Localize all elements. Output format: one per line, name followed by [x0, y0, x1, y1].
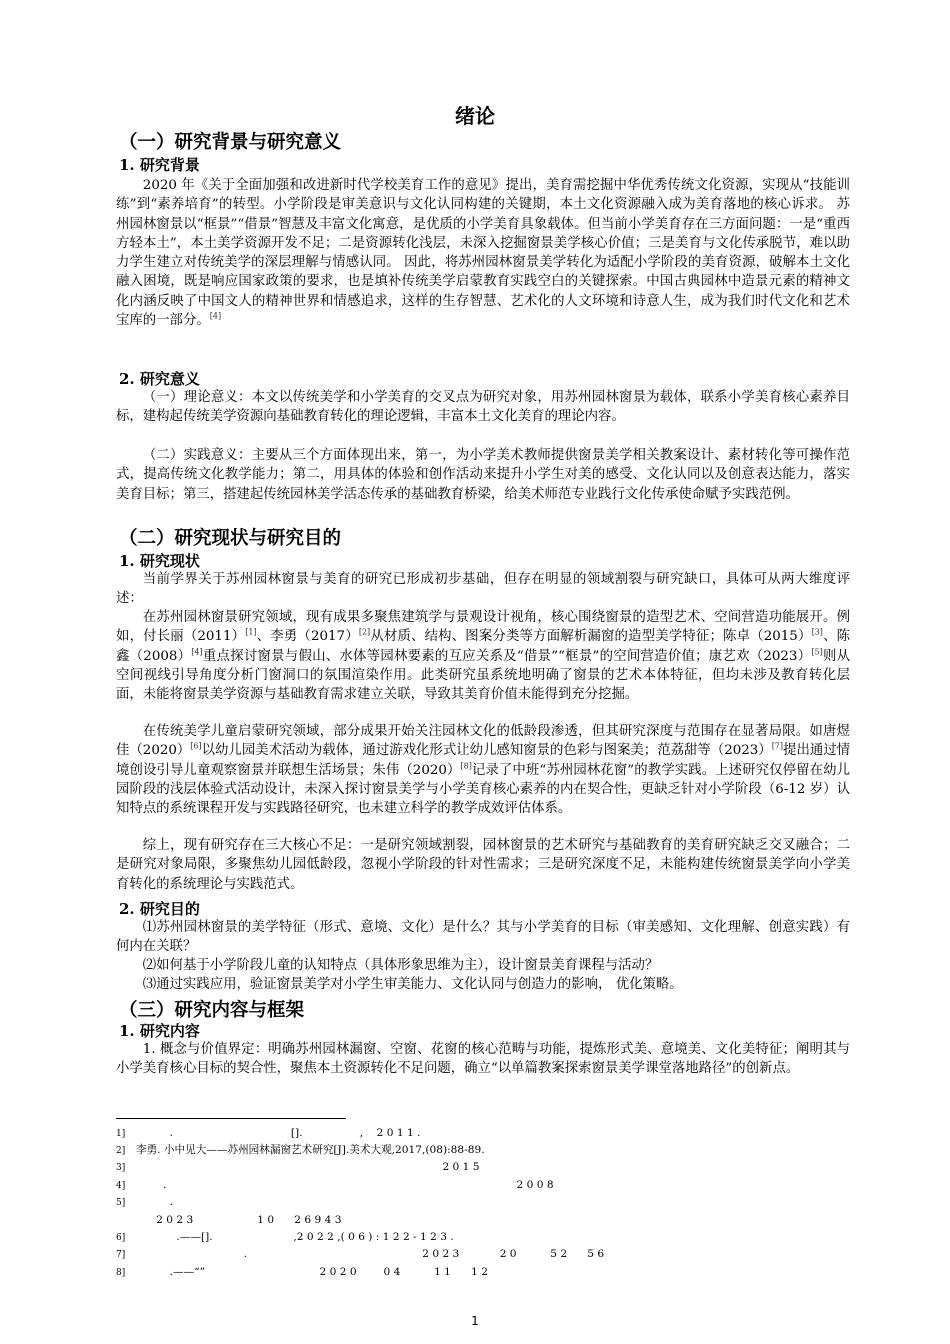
citation-ref[interactable]: [1] [245, 627, 257, 637]
research-question-3: ⑶通过实践应用，验证窗景美学对小学生审美能力、文化认同与创造力的影响， 优化策略。 [142, 977, 683, 992]
paragraph-garden-research [116, 608, 850, 704]
footnote-text: 2 0 1 5 [136, 1161, 480, 1173]
footnote-divider [116, 1118, 346, 1119]
page-title: 绪论 [455, 104, 495, 128]
page-number: 1 [471, 1314, 479, 1328]
footnote [116, 1248, 856, 1262]
paragraph-content-1: 1. 概念与价值界定：明确苏州园林漏窗、空窗、花窗的核心范畴与功能，提炼形式美、意境美、文化美特征；阐明其与小学美育核心目标的契合性，聚焦本土资源转化不足问题，确立“以单篇教案探索窗景美学课堂落地路径”的创新点。 [116, 1042, 850, 1077]
paragraph-text: 提出通过情境创设引导儿童观察窗景并联想生活场景；朱伟（2020） [116, 743, 851, 778]
footnote [116, 1179, 856, 1193]
subsection-heading-purpose: 2. 研究目的 [119, 900, 200, 918]
paragraph-children-research [116, 722, 850, 818]
citation-ref[interactable]: [7] [771, 741, 784, 751]
citation-ref[interactable]: [3] [811, 627, 823, 637]
subsection-heading-status: 1. 研究现状 [119, 552, 200, 570]
footnote-number: 6] [116, 1233, 126, 1243]
research-question-2: ⑵如何基于小学阶段儿童的认知特点（具体形象思维为主），设计窗景美育课程与活动？ [142, 958, 659, 973]
footnote-text: 李勇. 小中见大——苏州园林漏窗艺术研究[J].美术大观,2017,(08):88-89. [136, 1144, 485, 1156]
paragraph-text: 2020 年《关于全面加强和改进新时代学校美育工作的意见》提出，美育需挖掘中华优秀传统文化资源，实现从“技能训练”到“素养培育”的转型。小学阶段是审美意识与文化认同构建的关键期，本土文化资源融入成为美育落地的核心诉求。 苏州园林窗景以“框景”“借景”智慧及丰富文化寓意，是优质的小学美育具象载体。但当前小学美育存在三方面问题：一是“重西方轻本土”，本土美学资源开发不足；二是资源转化浅层，未深入挖掘窗景美学核心价值；三是美育与文化传承脱节，难以助力学生建立对传统美学的深层理解与情感认同。 因此，将苏州园林窗景美学转化为适配小学阶段的美育资源，破解本土文化融入困境，既是响应国家政策的要求，也是填补传统美学启蒙教育实践空白的关键探索。中国古典园林中造景元素的精神文化内涵反映了中国文人的精神世界和情感追求，这样的生存智慧、艺术化的人文环境和诗意人生，成为我们时代文化和艺术宝库的一部分。 [116, 178, 850, 329]
footnote-text: . 2 0 2 3 2 0 5 2 5 6 [136, 1248, 605, 1260]
paragraph-status-intro: 当前学界关于苏州园林窗景与美育的研究已形成初步基础，但存在明显的领域割裂与研究缺口，具体可从两大维度评述： [116, 572, 850, 607]
footnote-number: 2] [116, 1146, 126, 1156]
footnote-number: 4] [116, 1181, 126, 1191]
subsection-heading-background: 1. 研究背景 [119, 156, 200, 174]
footnote-number: 3] [116, 1163, 126, 1173]
subsection-heading-content: 1. 研究内容 [119, 1022, 200, 1040]
paragraph-summary: 综上，现有研究存在三大核心不足：一是研究领域割裂，园林窗景的艺术研究与基础教育的美育研究缺乏交叉融合；二是研究对象局限，多聚焦幼儿园低龄段，忽视小学阶段的针对性需求；三是研究深度不足，未能构建传统窗景美学向小学美育转化的系统理论与实践范式。 [116, 838, 850, 892]
section-heading-2: （二）研究现状与研究目的 [119, 528, 342, 549]
footnote-continuation [116, 1214, 856, 1227]
footnote-text: . [136, 1196, 174, 1208]
section-heading-3: （三）研究内容与框架 [119, 1000, 305, 1021]
footnote-text: 2 0 2 3 1 0 2 6 9 4 3 [136, 1214, 342, 1226]
footnote-number: 1] [116, 1129, 126, 1139]
footnote-text: .——[]. ,2 0 2 2 ,( 0 6 ) : 1 2 2 - 1 2 3 . [136, 1231, 454, 1243]
paragraph-text: 、陈鑫（2008） [116, 629, 851, 664]
paragraph-text: 在苏州园林窗景研究领域，现有成果多聚焦建筑学与景观设计视角，核心围绕窗景的造型艺术、空间营造功能展开。例如，付长丽（2011） [116, 610, 850, 645]
footnote [116, 1144, 856, 1158]
footnote-number: 7] [116, 1250, 126, 1260]
paragraph-text: 重点探讨窗景与假山、水体等园林要素的互应关系及“借景”“框景”的空间营造价值；康艺欢（2023） [202, 648, 812, 664]
footnote [116, 1266, 856, 1280]
footnote [116, 1127, 856, 1141]
citation-ref[interactable]: [8] [460, 761, 472, 771]
footnote-number: 8] [116, 1268, 126, 1278]
paragraph-text: 在传统美学儿童启蒙研究领域，部分成果开始关注园林文化的低龄段渗透，但其研究深度与范围存在显著局限。如唐煜佳（2020） [116, 724, 850, 759]
paragraph-text: 记录了中班“苏州园林花窗”的教学实践。上述研究仅停留在幼儿园阶段的浅层体验式活动设计，未深入探讨窗景美学与小学美育核心素养的内在契合性，更缺乏针对小学阶段（6-12 岁）认知特点的系统课程开发与实践路径研究，也未建立科学的教学成效评估体系。 [116, 762, 850, 817]
footnote-number: 5] [116, 1198, 126, 1208]
paragraph-text: 则从空间视线引导角度分析门窗洞口的氛围渲染作用。此类研究虽系统地明确了窗景的艺术本体特征，但均未涉及教育转化层面，未能将窗景美学资源与基础教育需求建立关联，导致其美育价值未能得到充分挖掘。 [116, 648, 851, 703]
section-heading-1: （一）研究背景与研究意义 [119, 132, 342, 153]
citation-ref[interactable]: [5] [811, 647, 823, 657]
citation-ref[interactable]: [2] [358, 627, 371, 637]
citation-ref[interactable]: [6] [190, 741, 202, 751]
paragraph-text: 从材质、结构、图案分类等方面解析漏窗的造型美学特征；陈卓（2015） [370, 629, 812, 645]
footnote-text: . 2 0 0 8 [136, 1179, 554, 1191]
footnote-text: .——“” 2 0 2 0 0 4 1 1 1 2 [136, 1266, 488, 1278]
footnote [116, 1231, 856, 1245]
research-question-1: ⑴苏州园林窗景的美学特征（形式、意境、文化）是什么？其与小学美育的目标（审美感知、文化理解、创意实践）有何内在关联？ [116, 920, 850, 955]
citation-ref[interactable]: [4] [209, 311, 222, 321]
footnote [116, 1161, 856, 1175]
subsection-heading-significance: 2. 研究意义 [119, 370, 200, 388]
paragraph-text: 、李勇（2017） [256, 629, 359, 645]
footnote [116, 1196, 856, 1210]
paragraph-practice: （二）实践意义：主要从三个方面体现出来，第一，为小学美术教师提供窗景美学相关教案设计、素材转化等可操作范式，提高传统文化教学能力；第二，用具体的体验和创作活动来提升小学生对美的感受、文化认同以及创意表达能力，落实美育目标；第三，搭建起传统园林美学活态传承的基础教育桥梁，给美术师范专业践行文化传承使命赋予实践范例。 [116, 448, 850, 502]
paragraph-text: 以幼儿园美术活动为载体，通过游戏化形式让幼儿感知窗景的色彩与图案美；范荔甜等（2023） [201, 743, 772, 759]
paragraph-background [116, 176, 850, 330]
citation-ref[interactable]: [4] [191, 647, 203, 657]
footnote-text: . []. , 2 0 1 1 . [136, 1127, 421, 1139]
paragraph-theory: （一）理论意义：本文以传统美学和小学美育的交叉点为研究对象，用苏州园林窗景为载体，联系小学美育核心素养目标，建构起传统美学资源向基础教育转化的理论逻辑，丰富本土文化美育的理论内容。 [116, 390, 850, 425]
